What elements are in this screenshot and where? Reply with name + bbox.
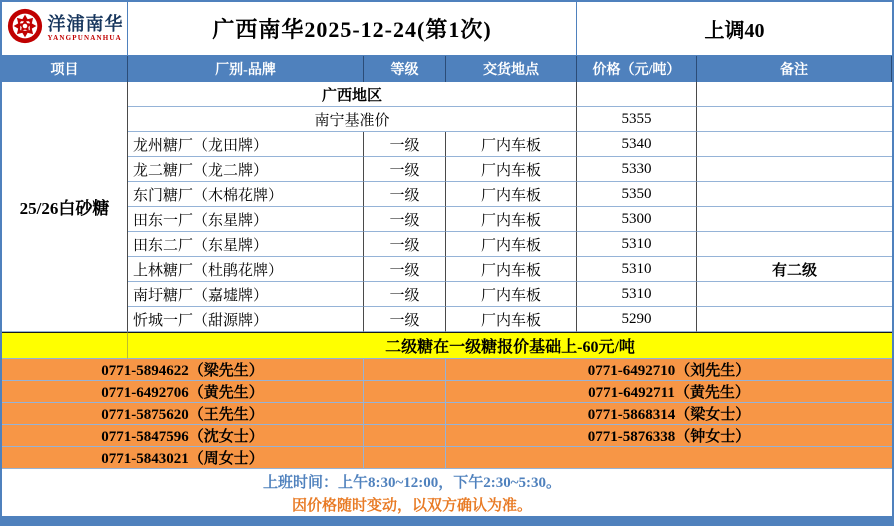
working-hours: 上班时间：上午8:30~12:00，下午2:30~5:30。 — [262, 474, 562, 491]
footer-notes — [2, 469, 892, 516]
factory-brand: 田东一厂（东星牌） — [128, 207, 364, 232]
benchmark-name: 南宁基准价 — [128, 107, 577, 132]
factory-brand: 龙二糖厂（龙二牌） — [128, 157, 364, 182]
secondary-grade-note: 二级糖在一级糖报价基础上-60元/吨 — [128, 332, 892, 359]
contact-spacer — [364, 359, 446, 381]
contact-phone: 0771-5875620（王先生） — [2, 403, 364, 425]
col-header-delivery: 交货地点 — [446, 56, 577, 82]
benchmark-price: 5355 — [577, 107, 697, 132]
delivery-location: 厂内车板 — [446, 232, 577, 257]
factory-brand: 东门糖厂（木棉花牌） — [128, 182, 364, 207]
contact-spacer — [364, 425, 446, 447]
region-price-empty — [577, 82, 697, 107]
price: 5340 — [577, 132, 697, 157]
contact-spacer — [364, 381, 446, 403]
contact-phone: 0771-6492711（黄先生） — [446, 381, 892, 403]
delivery-location: 厂内车板 — [446, 182, 577, 207]
grade: 一级 — [364, 207, 446, 232]
brand-logo — [2, 2, 128, 56]
factory-brand: 龙州糖厂（龙田牌） — [128, 132, 364, 157]
col-header-remark: 备注 — [697, 56, 892, 82]
grade: 一级 — [364, 282, 446, 307]
contact-phone: 0771-5876338（钟女士） — [446, 425, 892, 447]
brand-name-en: YANGPUNANHUA — [47, 34, 122, 42]
remark — [697, 182, 892, 207]
contact-phone — [446, 447, 892, 469]
region-remark-empty — [697, 82, 892, 107]
price-adjustment: 上调40 — [577, 2, 892, 56]
grade: 一级 — [364, 132, 446, 157]
benchmark-remark-empty — [697, 107, 892, 132]
price: 5330 — [577, 157, 697, 182]
price: 5300 — [577, 207, 697, 232]
col-header-price: 价格（元/吨） — [577, 56, 697, 82]
price: 5350 — [577, 182, 697, 207]
remark — [697, 307, 892, 332]
remark — [697, 232, 892, 257]
price-disclaimer: 因价格随时变动，以双方确认为准。 — [291, 497, 532, 514]
contact-phone: 0771-5868314（梁女士） — [446, 403, 892, 425]
remark — [697, 282, 892, 307]
delivery-location: 厂内车板 — [446, 132, 577, 157]
col-header-factory-brand: 厂别-品牌 — [128, 56, 364, 82]
remark — [697, 157, 892, 182]
delivery-location: 厂内车板 — [446, 157, 577, 182]
contact-phone: 0771-5847596（沈女士） — [2, 425, 364, 447]
price: 5310 — [577, 232, 697, 257]
region-header: 广西地区 — [128, 82, 577, 107]
contact-phone: 0771-5894622（梁先生） — [2, 359, 364, 381]
factory-brand: 南圩糖厂（嘉墟牌） — [128, 282, 364, 307]
grade: 一级 — [364, 157, 446, 182]
factory-brand: 忻城一厂（甜源牌） — [128, 307, 364, 332]
factory-brand: 上林糖厂（杜鹃花牌） — [128, 257, 364, 282]
delivery-location: 厂内车板 — [446, 282, 577, 307]
price: 5310 — [577, 282, 697, 307]
grade: 一级 — [364, 307, 446, 332]
brand-name-cn: 洋浦南华 — [47, 14, 124, 34]
contact-phone: 0771-5843021（周女士） — [2, 447, 364, 469]
remark: 有二级 — [697, 257, 892, 282]
delivery-location: 厂内车板 — [446, 257, 577, 282]
brand-logo-icon — [6, 7, 44, 50]
bottom-bar — [2, 516, 892, 524]
grade: 一级 — [364, 232, 446, 257]
delivery-location: 厂内车板 — [446, 307, 577, 332]
contact-phone: 0771-6492710（刘先生） — [446, 359, 892, 381]
factory-brand: 田东二厂（东星牌） — [128, 232, 364, 257]
remark — [697, 132, 892, 157]
col-header-grade: 等级 — [364, 56, 446, 82]
grade: 一级 — [364, 182, 446, 207]
delivery-location: 厂内车板 — [446, 207, 577, 232]
grade: 一级 — [364, 257, 446, 282]
product-label: 25/26白砂糖 — [2, 82, 128, 332]
col-header-item: 项目 — [2, 56, 128, 82]
price: 5290 — [577, 307, 697, 332]
remark — [697, 207, 892, 232]
contact-spacer — [364, 447, 446, 469]
secondary-note-left-spacer — [2, 332, 128, 359]
price: 5310 — [577, 257, 697, 282]
page-title: 广西南华2025-12-24(第1次) — [128, 2, 577, 56]
contact-phone: 0771-6492706（黄先生） — [2, 381, 364, 403]
contact-spacer — [364, 403, 446, 425]
